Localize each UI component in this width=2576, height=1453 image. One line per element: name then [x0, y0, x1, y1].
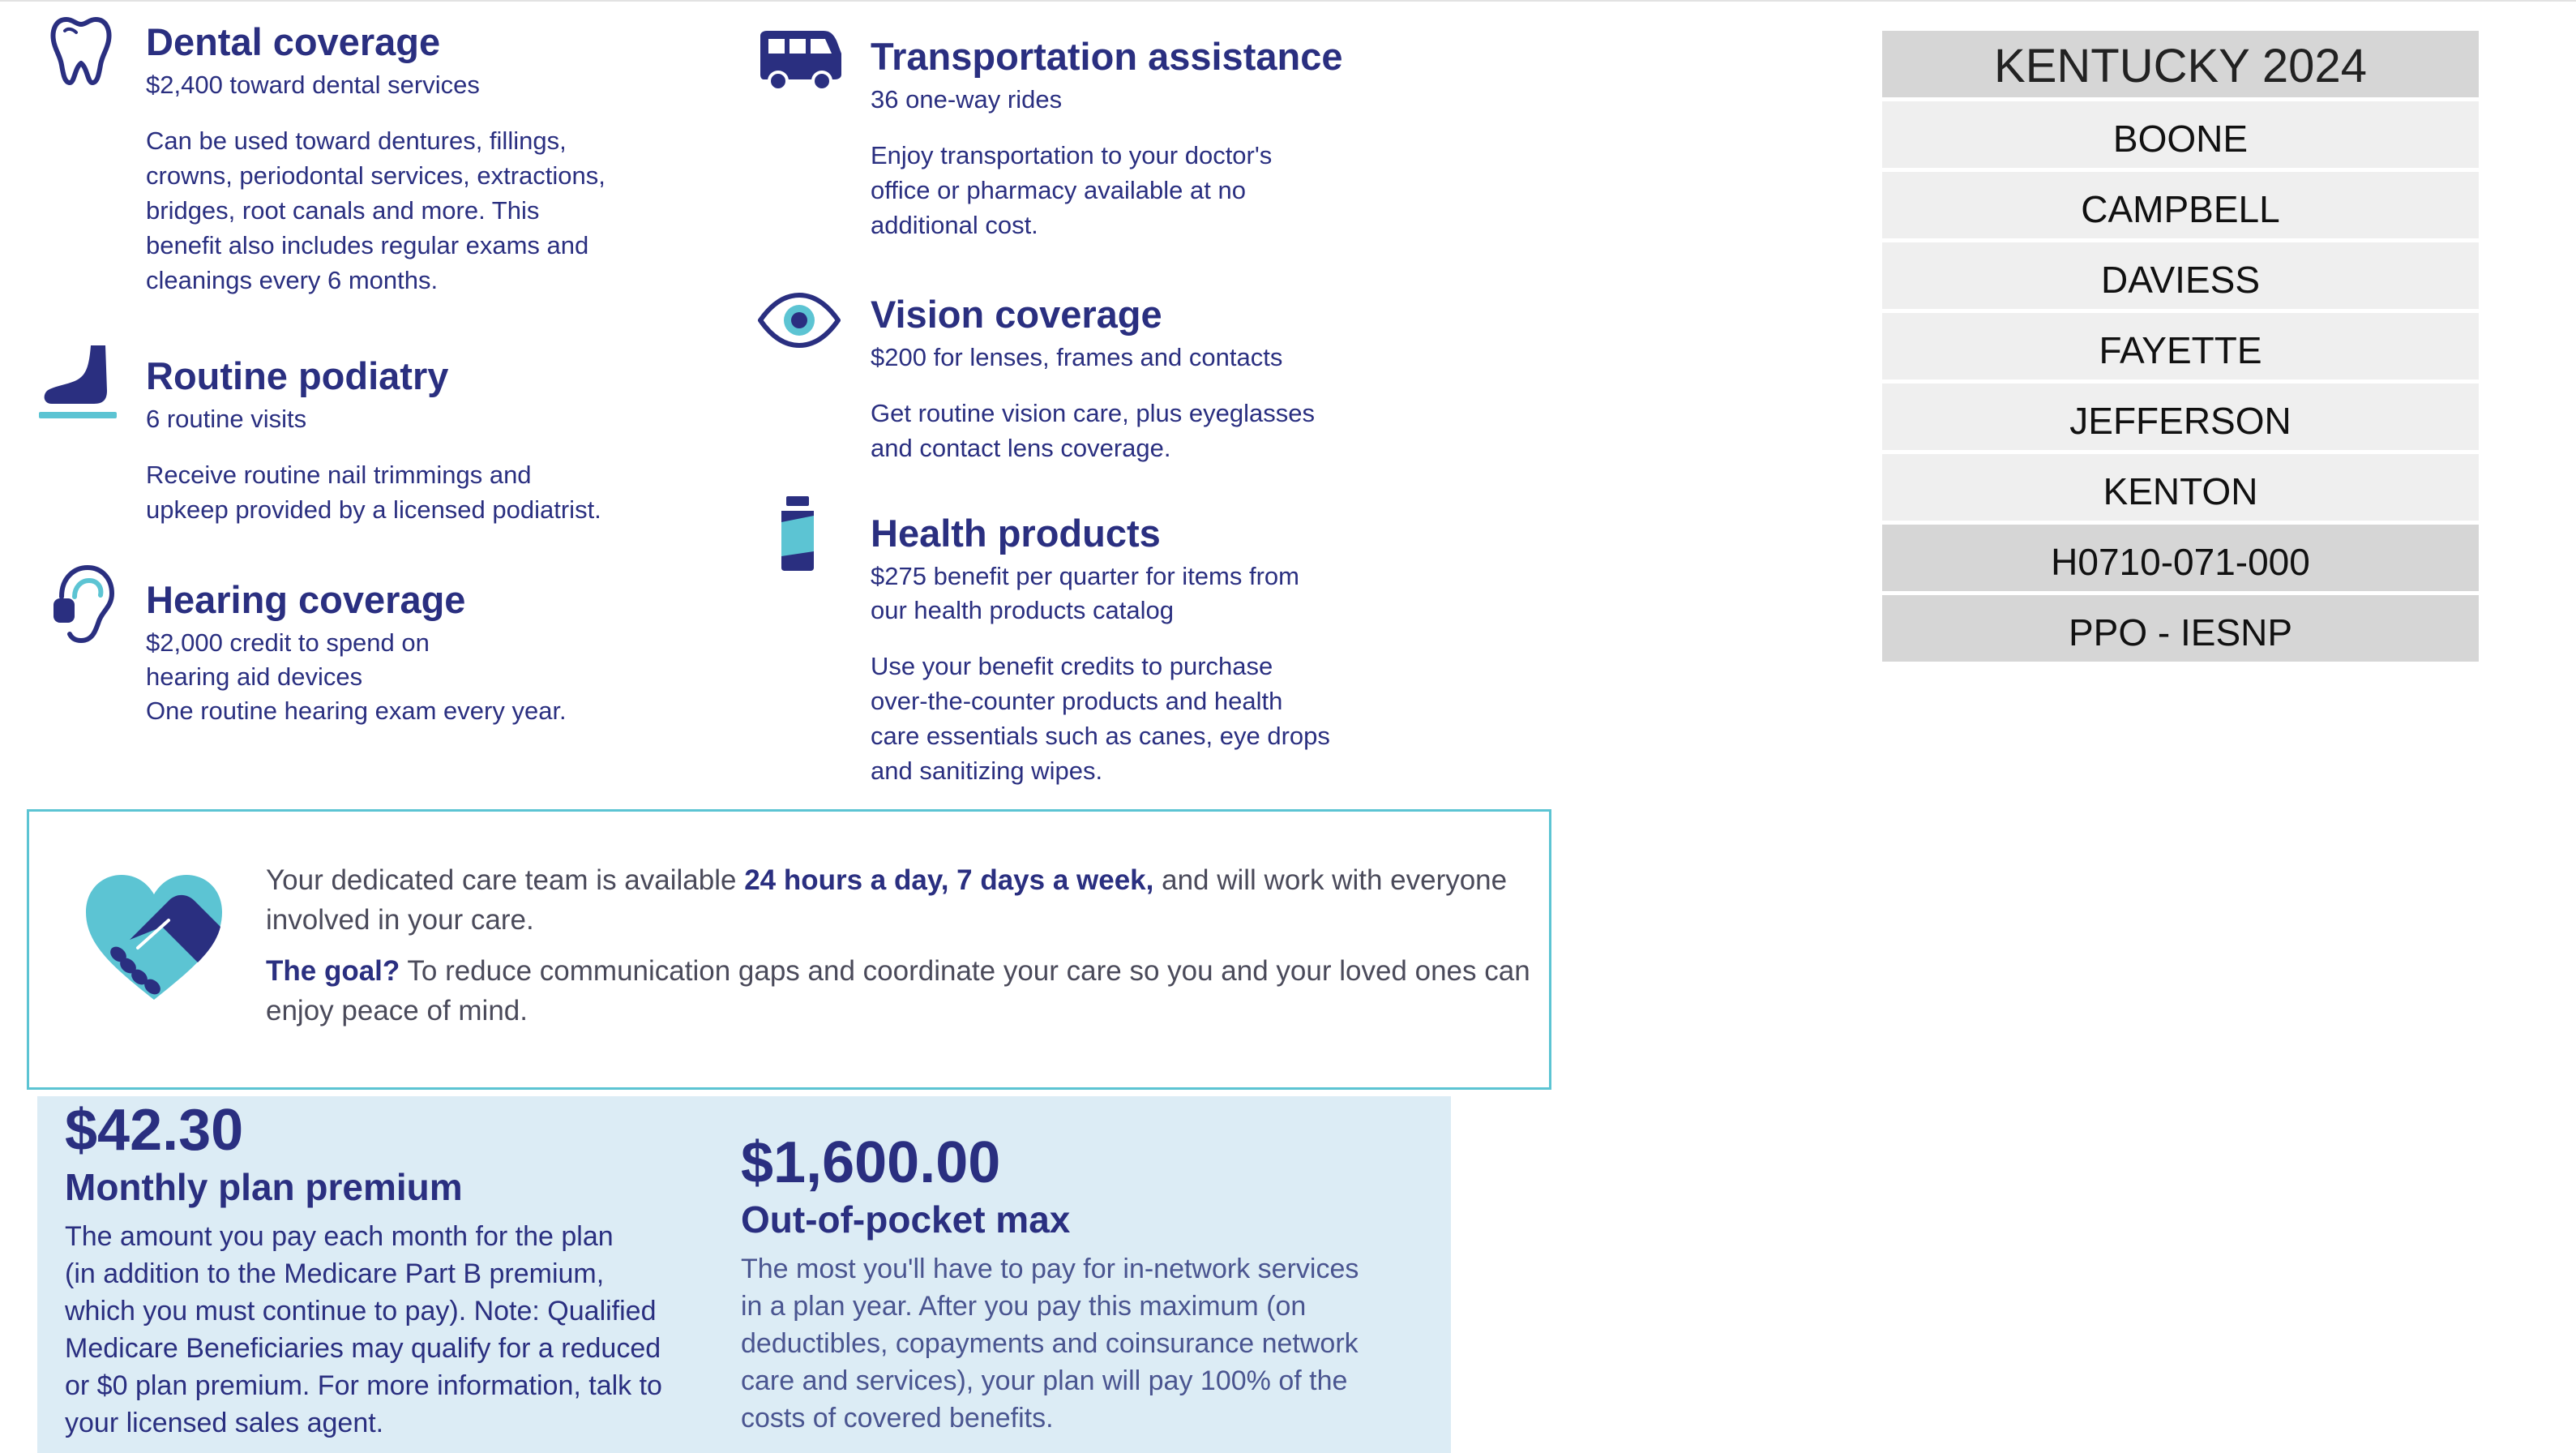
health-products-subtitle: $275 benefit per quarter for items from our health products catalog [871, 562, 1299, 624]
dental-description: Can be used toward dentures, fillings, crowns, periodontal services, extractions, bridges, root canals and more. This benefit also includes regular exams and cleanings every 6 months. [146, 126, 605, 294]
premium-amount: $42.30 [65, 1098, 244, 1163]
transportation-title: Transportation assistance [871, 35, 1343, 78]
premium-label: Monthly plan premium [65, 1166, 463, 1208]
ear-icon [45, 564, 118, 649]
eye-icon [757, 290, 841, 354]
health-products-description: Use your benefit credits to purchase over-the-counter products and health care essentials such as canes, eye drops and sanitizing wipes. [871, 652, 1330, 785]
top-border [0, 0, 2576, 2]
podiatry-description: Receive routine nail trimmings and upkeep provided by a licensed podiatrist. [146, 461, 601, 524]
out-of-pocket-max [741, 1129, 1438, 1437]
premium-description: The amount you pay each month for the plan (in addition to the Medicare Part B premium, which you must continue to pay). Note: Qualified Medicare Beneficiaries may qualify for a reduced or $0 plan premium. For more information, talk to your licensed sales agent. [65, 1221, 662, 1438]
county-row: FAYETTE [1882, 313, 2479, 379]
vision-subtitle: $200 for lenses, frames and contacts [871, 343, 1283, 371]
transportation-description: Enjoy transportation to your doctor's office or pharmacy available at no additional cost. [871, 141, 1273, 239]
dental-subtitle: $2,400 toward dental services [146, 71, 480, 99]
tooth-icon [49, 15, 113, 90]
table-header: KENTUCKY 2024 [1882, 31, 2479, 97]
county-table [1882, 31, 2479, 666]
county-row: JEFFERSON [1882, 384, 2479, 450]
plan-id-row: H0710-071-000 [1882, 525, 2479, 591]
oop-description: The most you'll have to pay for in-network services in a plan year. After you pay this maximum (on deductibles, copayments and coinsurance network care and services), your plan will pay 100% of the costs of covered benefits. [741, 1254, 1359, 1434]
care-team-availability: Your dedicated care team is available 24 hours a day, 7 days a week, and will work with everyone involved in your care. [266, 864, 1508, 936]
bottle-icon [775, 495, 820, 576]
county-row: CAMPBELL [1882, 172, 2479, 238]
costs-panel [37, 1096, 1451, 1453]
vision-title: Vision coverage [871, 293, 1162, 336]
dental-title: Dental coverage [146, 20, 441, 63]
plan-type-row: PPO - IESNP [1882, 595, 2479, 662]
podiatry-title: Routine podiatry [146, 354, 449, 397]
hearing-title: Hearing coverage [146, 578, 466, 621]
oop-amount: $1,600.00 [741, 1130, 1001, 1195]
county-row: DAVIESS [1882, 242, 2479, 309]
care-team-text [266, 860, 1530, 1031]
monthly-premium [65, 1096, 713, 1442]
van-icon [757, 29, 843, 95]
transportation-subtitle: 36 one-way rides [871, 85, 1063, 114]
vision-description: Get routine vision care, plus eyeglasses and contact lens coverage. [871, 399, 1315, 462]
county-row: KENTON [1882, 454, 2479, 521]
health-products-title: Health products [871, 512, 1161, 555]
heart-handshake-icon [81, 870, 227, 1010]
care-team-goal: The goal? To reduce communication gaps and coordinate your care so you and your loved ones can enjoy peace of mind. [266, 955, 1530, 1027]
podiatry-subtitle: 6 routine visits [146, 405, 307, 433]
oop-label: Out-of-pocket max [741, 1198, 1071, 1241]
care-team-box [27, 809, 1551, 1090]
county-row: BOONE [1882, 101, 2479, 168]
hearing-lines: $2,000 credit to spend on hearing aid devices One routine hearing exam every year. [146, 628, 567, 725]
foot-icon [37, 342, 118, 427]
